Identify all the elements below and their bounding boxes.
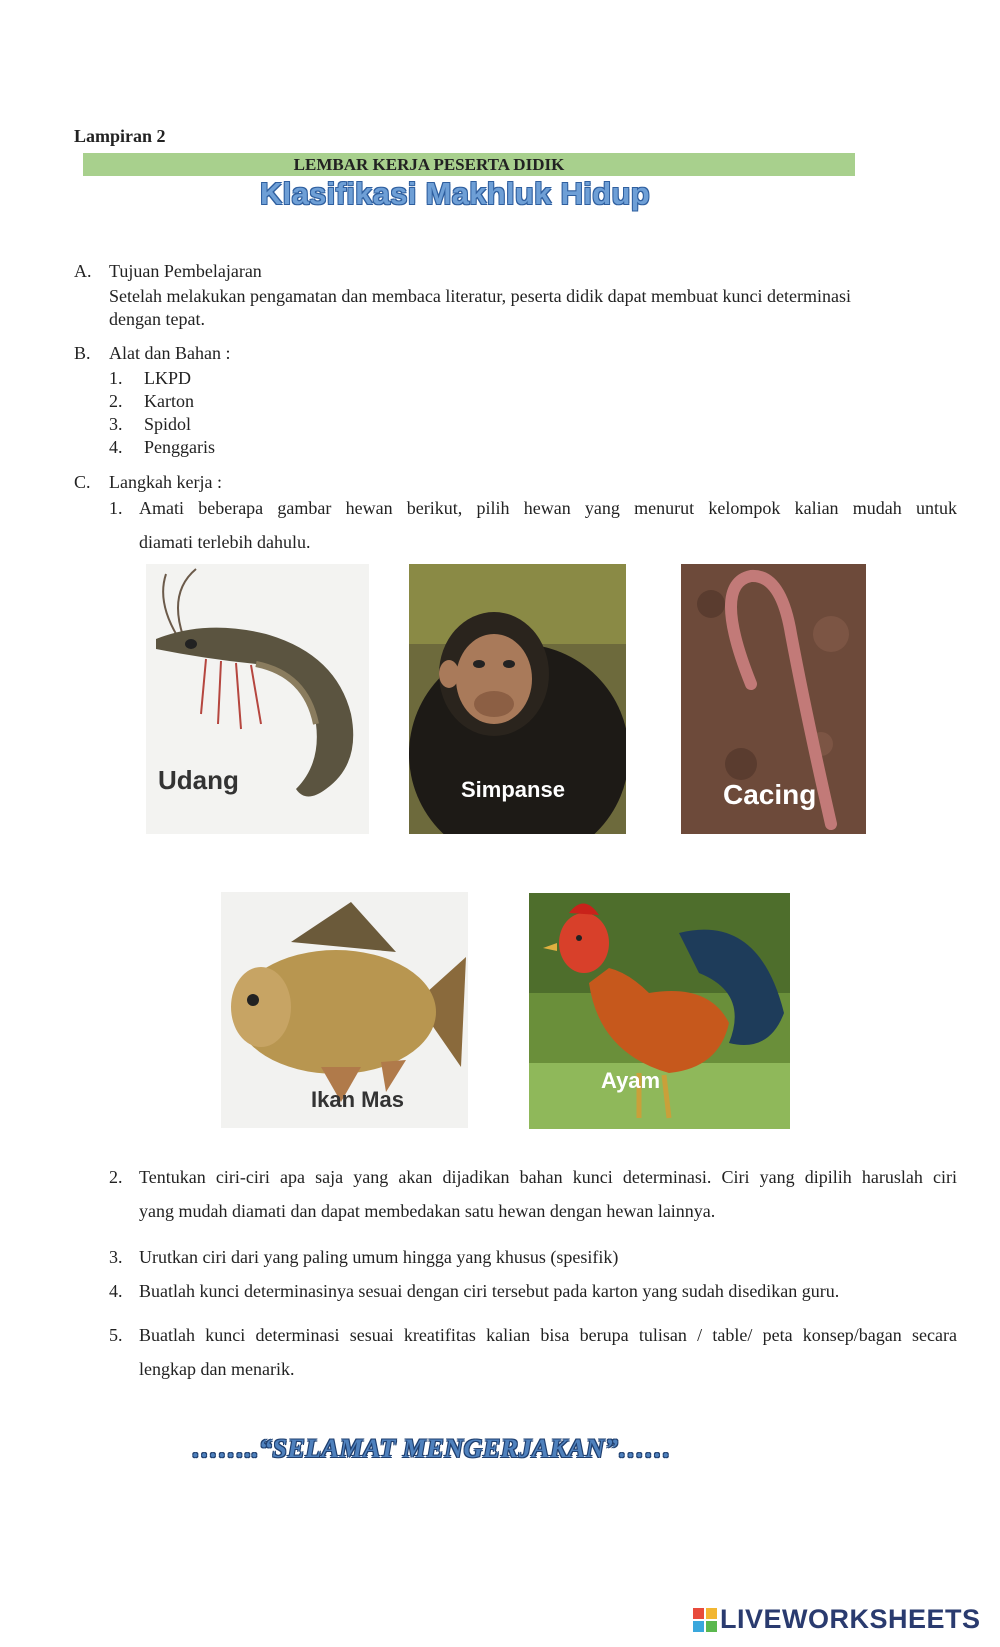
section-b-heading: Alat dan Bahan : [109,343,231,363]
material-item-penggaris: Penggaris [144,437,215,457]
material-num: 4. [109,437,123,457]
step-number: 1. [109,498,123,518]
section-a-heading: Tujuan Pembelajaran [109,261,262,281]
chimpanzee-photo [409,564,626,834]
animal-label-udang: Udang [158,765,239,795]
liveworksheets-icon [693,1608,717,1632]
section-c-letter: C. [74,472,91,492]
liveworksheets-brand: LIVEWORKSHEETS [720,1604,981,1634]
step-number: 2. [109,1167,123,1187]
material-item-lkpd: LKPD [144,368,192,388]
step-3-line1: Urutkan ciri dari yang paling umum hingga yang khusus (spesifik) [139,1247,619,1267]
shrimp-photo [146,564,369,834]
banner-text: LEMBAR KERJA PESERTA DIDIK [293,155,565,174]
section-a-text-line2: dengan tepat. [109,309,205,329]
step-number: 5. [109,1325,123,1345]
lampiran-label: Lampiran 2 [74,126,166,146]
title-banner [83,153,855,176]
rooster-photo [529,893,790,1129]
step-5-line2: lengkap dan menarik. [139,1359,295,1379]
step-number: 3. [109,1247,123,1267]
step-1-line2: diamati terlebih dahulu. [139,532,311,552]
step-2-line1: Tentukan ciri-ciri apa saja yang akan dijadikan bahan kunci determinasi. Ciri yang dipilih haruslah ciri [139,1167,957,1187]
earthworm-photo [681,564,866,834]
material-num: 3. [109,414,123,434]
step-2-line2: yang mudah diamati dan dapat membedakan satu hewan dengan hewan lainnya. [139,1201,716,1221]
material-item-karton: Karton [144,391,194,411]
material-item-spidol: Spidol [144,414,192,434]
animal-label-simpanse: Simpanse [461,777,565,802]
step-1-line1: Amati beberapa gambar hewan berikut, pilih hewan yang menurut kelompok kalian mudah untuk [139,498,957,518]
section-a-letter: A. [74,261,92,281]
section-b-letter: B. [74,343,91,363]
liveworksheets-logo[interactable] [693,1604,981,1635]
step-4-line1: Buatlah kunci determinasinya sesuai dengan ciri tersebut pada karton yang sudah disedikan guru. [139,1281,840,1301]
material-num: 1. [109,368,123,388]
page-title: Klasifikasi Makhluk Hidup [260,176,650,211]
section-c-heading: Langkah kerja : [109,472,222,492]
section-a-text-line1: Setelah melakukan pengamatan dan membaca literatur, peserta didik dapat membuat kunci determinasi [109,286,851,306]
material-num: 2. [109,391,123,411]
step-5-line1: Buatlah kunci determinasi sesuai kreatifitas kalian bisa berupa tulisan / table/ peta konsep/bagan secara [139,1325,957,1345]
animal-label-ikan-mas: Ikan Mas [311,1087,404,1112]
closing-message: ……..“SELAMAT MENGERJAKAN”…… [192,1434,672,1463]
animal-label-cacing: Cacing [723,779,817,810]
goldfish-photo [221,892,468,1128]
animal-label-ayam: Ayam [601,1068,661,1093]
step-number: 4. [109,1281,123,1301]
